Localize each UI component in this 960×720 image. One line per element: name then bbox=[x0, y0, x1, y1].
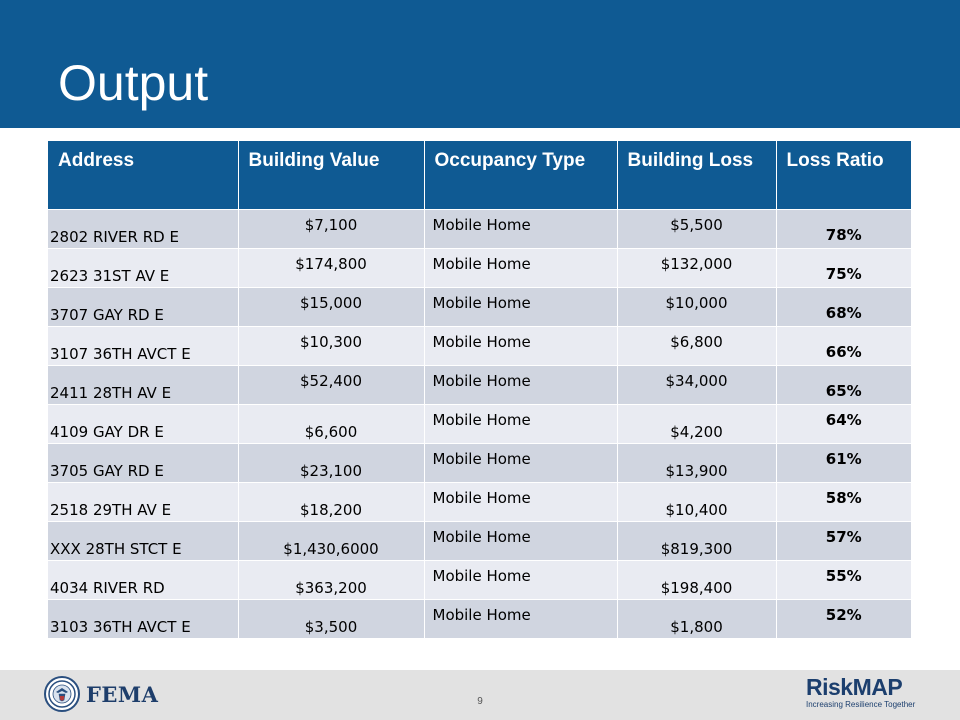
cell-address: XXX 28TH STCT E bbox=[48, 521, 238, 560]
table-row bbox=[48, 560, 911, 599]
table-row bbox=[48, 209, 911, 248]
cell-loss-ratio: 75% bbox=[776, 248, 911, 287]
cell-occupancy-type: Mobile Home bbox=[424, 599, 617, 638]
cell-building-value: $15,000 bbox=[238, 287, 424, 326]
table-row bbox=[48, 326, 911, 365]
cell-loss-ratio: 61% bbox=[776, 443, 911, 482]
header-building-value: Building Value bbox=[238, 141, 424, 209]
cell-occupancy-type: Mobile Home bbox=[424, 482, 617, 521]
table-row bbox=[48, 482, 911, 521]
cell-building-loss: $1,800 bbox=[617, 599, 776, 638]
cell-address: 2411 28TH AV E bbox=[48, 365, 238, 404]
cell-building-loss: $5,500 bbox=[617, 209, 776, 248]
cell-building-loss: $34,000 bbox=[617, 365, 776, 404]
cell-address: 2518 29TH AV E bbox=[48, 482, 238, 521]
cell-building-value: $10,300 bbox=[238, 326, 424, 365]
riskmap-logo bbox=[806, 675, 918, 709]
slide-title: Output bbox=[58, 55, 209, 111]
cell-building-value: $363,200 bbox=[238, 560, 424, 599]
cell-building-value: $3,500 bbox=[238, 599, 424, 638]
cell-building-loss: $4,200 bbox=[617, 404, 776, 443]
cell-building-loss: $10,000 bbox=[617, 287, 776, 326]
cell-occupancy-type: Mobile Home bbox=[424, 326, 617, 365]
cell-address: 2623 31ST AV E bbox=[48, 248, 238, 287]
cell-loss-ratio: 66% bbox=[776, 326, 911, 365]
cell-address: 3705 GAY RD E bbox=[48, 443, 238, 482]
cell-occupancy-type: Mobile Home bbox=[424, 521, 617, 560]
cell-building-value: $7,100 bbox=[238, 209, 424, 248]
header-building-loss: Building Loss bbox=[617, 141, 776, 209]
cell-occupancy-type: Mobile Home bbox=[424, 287, 617, 326]
cell-loss-ratio: 64% bbox=[776, 404, 911, 443]
cell-address: 2802 RIVER RD E bbox=[48, 209, 238, 248]
cell-building-loss: $6,800 bbox=[617, 326, 776, 365]
fema-wordmark: FEMA bbox=[86, 681, 159, 707]
cell-building-loss: $13,900 bbox=[617, 443, 776, 482]
cell-loss-ratio: 68% bbox=[776, 287, 911, 326]
table-row bbox=[48, 521, 911, 560]
fema-logo bbox=[44, 676, 158, 712]
table-row bbox=[48, 404, 911, 443]
cell-building-loss: $819,300 bbox=[617, 521, 776, 560]
cell-building-value: $174,800 bbox=[238, 248, 424, 287]
table-row bbox=[48, 248, 911, 287]
cell-occupancy-type: Mobile Home bbox=[424, 560, 617, 599]
cell-address: 3103 36TH AVCT E bbox=[48, 599, 238, 638]
loss-output-table bbox=[48, 141, 911, 638]
cell-occupancy-type: Mobile Home bbox=[424, 248, 617, 287]
cell-address: 4109 GAY DR E bbox=[48, 404, 238, 443]
cell-loss-ratio: 52% bbox=[776, 599, 911, 638]
cell-occupancy-type: Mobile Home bbox=[424, 209, 617, 248]
cell-building-value: $6,600 bbox=[238, 404, 424, 443]
cell-occupancy-type: Mobile Home bbox=[424, 365, 617, 404]
cell-occupancy-type: Mobile Home bbox=[424, 443, 617, 482]
header-loss-ratio: Loss Ratio bbox=[776, 141, 911, 209]
cell-address: 3107 36TH AVCT E bbox=[48, 326, 238, 365]
page-number: 9 bbox=[477, 696, 483, 707]
cell-address: 3707 GAY RD E bbox=[48, 287, 238, 326]
cell-occupancy-type: Mobile Home bbox=[424, 404, 617, 443]
riskmap-tagline: Increasing Resilience Together bbox=[806, 700, 916, 709]
cell-building-loss: $10,400 bbox=[617, 482, 776, 521]
cell-building-value: $18,200 bbox=[238, 482, 424, 521]
cell-building-loss: $132,000 bbox=[617, 248, 776, 287]
cell-building-value: $23,100 bbox=[238, 443, 424, 482]
header-address: Address bbox=[48, 141, 238, 209]
table-row bbox=[48, 287, 911, 326]
cell-loss-ratio: 78% bbox=[776, 209, 911, 248]
cell-loss-ratio: 65% bbox=[776, 365, 911, 404]
cell-loss-ratio: 55% bbox=[776, 560, 911, 599]
header-occupancy-type: Occupancy Type bbox=[424, 141, 617, 209]
riskmap-wordmark: RiskMAP bbox=[806, 674, 903, 700]
table-row bbox=[48, 599, 911, 638]
dhs-seal-icon bbox=[44, 676, 80, 712]
cell-loss-ratio: 58% bbox=[776, 482, 911, 521]
cell-building-value: $1,430,6000 bbox=[238, 521, 424, 560]
cell-building-loss: $198,400 bbox=[617, 560, 776, 599]
cell-address: 4034 RIVER RD bbox=[48, 560, 238, 599]
cell-loss-ratio: 57% bbox=[776, 521, 911, 560]
cell-building-value: $52,400 bbox=[238, 365, 424, 404]
table-header-row bbox=[48, 141, 911, 209]
table-row bbox=[48, 443, 911, 482]
table-body bbox=[48, 209, 911, 638]
table-row bbox=[48, 365, 911, 404]
